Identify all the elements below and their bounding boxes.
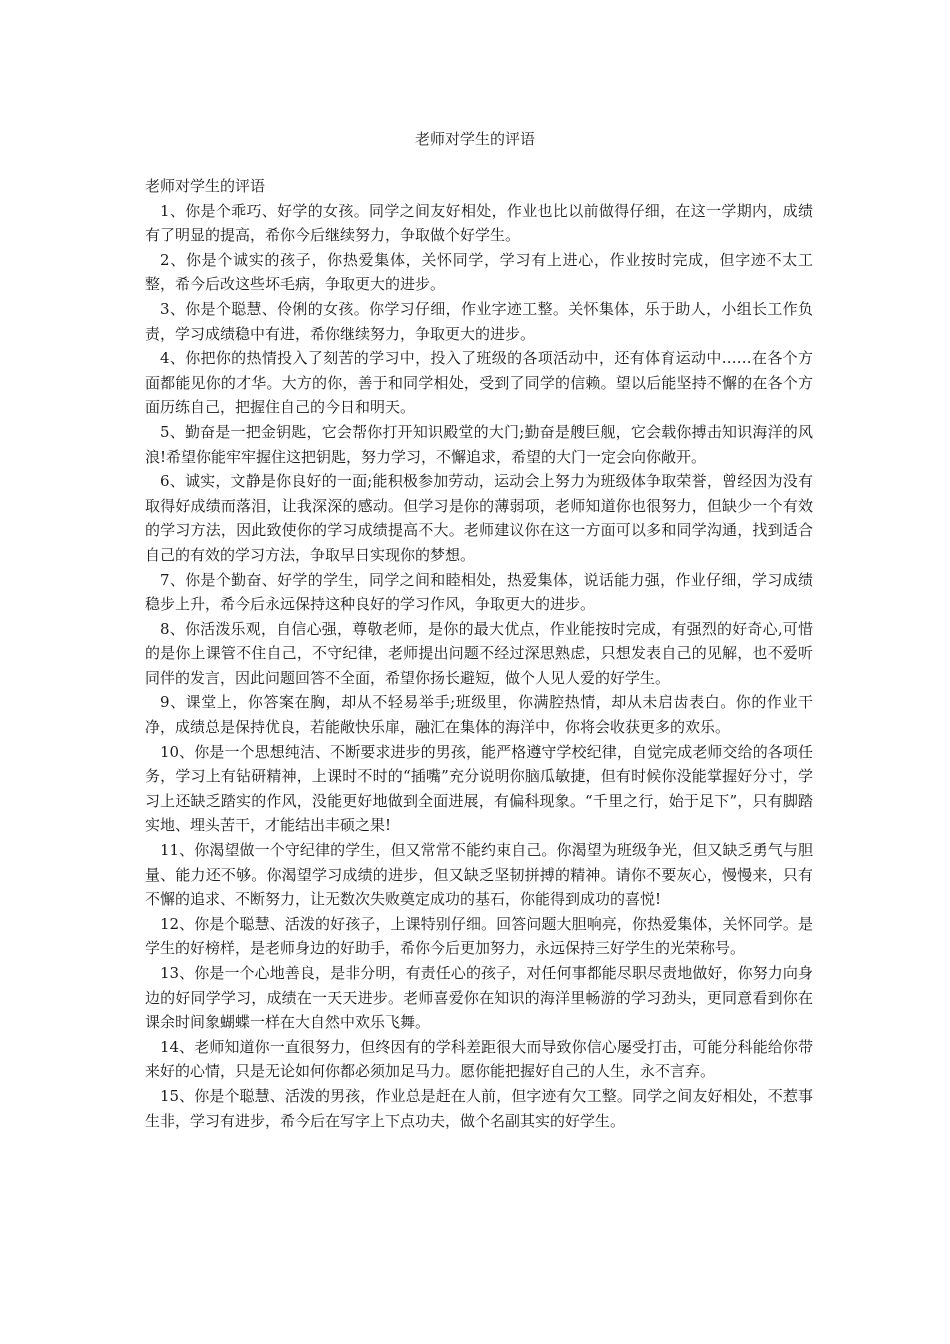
comment-number: 1、 bbox=[160, 201, 186, 220]
comment-item bbox=[145, 199, 813, 248]
comment-item bbox=[145, 617, 813, 691]
comment-number: 6、 bbox=[160, 472, 185, 491]
comment-item bbox=[145, 1084, 813, 1133]
comment-text: 你是个诚实的孩子，你热爱集体，关怀同学，学习有上进心，作业按时完成，但字迹不太工整，希今后改这些坏毛病，争取更大的进步。 bbox=[145, 250, 813, 294]
comment-number: 10、 bbox=[160, 742, 195, 761]
comment-text: 你是个勤奋、好学的学生，同学之间和睦相处，热爱集体，说话能力强，作业仔细，学习成绩稳步上升，希今后永远保持这种良好的学习作风，争取更大的进步。 bbox=[145, 570, 813, 614]
document-body bbox=[145, 174, 813, 1133]
comment-item bbox=[145, 297, 813, 346]
comment-item bbox=[145, 912, 813, 961]
comment-text: 你是个聪慧、活泼的好孩子，上课特别仔细。回答问题大胆响亮，你热爱集体，关怀同学。是学生的好榜样，是老师身边的好助手，希你今后更加努力，永远保持三好学生的光荣称号。 bbox=[145, 914, 813, 958]
comment-text: 你是个乖巧、好学的女孩。同学之间友好相处，作业也比以前做得仔细，在这一学期内，成绩有了明显的提高，希你今后继续努力，争取做个好学生。 bbox=[145, 201, 813, 245]
comment-text: 你是一个思想纯洁、不断要求进步的男孩，能严格遵守学校纪律，自觉完成老师交给的各项任务，学习上有钻研精神，上课时不时的“插嘴”充分说明你脑瓜敏捷，但有时候你没能掌握好分寸，学习上还缺乏踏实的作风，没能更好地做到全面进展，有偏科现象。“千里之行，始于足下”，只有脚踏实地、埋头苦干，才能结出丰硕之果! bbox=[145, 742, 813, 835]
comment-text: 你把你的热情投入了刻苦的学习中，投入了班级的各项活动中，还有体育运动中……在各个方面都能见你的才华。大方的你，善于和同学相处，受到了同学的信赖。望以后能坚持不懈的在各个方面历练自己，把握住自己的今日和明天。 bbox=[145, 349, 813, 417]
comment-item bbox=[145, 420, 813, 469]
comment-text: 你渴望做一个守纪律的学生，但又常常不能约束自己。你渴望为班级争光，但又缺乏勇气与胆量、能力还不够。你渴望学习成绩的进步，但又缺乏坚韧拼搏的精神。请你不要灰心，慢慢来，只有不懈的追求、不断努力，让无数次失败奠定成功的基石，你能得到成功的喜悦! bbox=[145, 841, 813, 909]
comment-item bbox=[145, 469, 813, 567]
comment-number: 9、 bbox=[160, 693, 186, 712]
comment-text: 你活泼乐观，自信心强，尊敬老师，是你的最大优点，作业能按时完成，有强烈的好奇心,可惜的是你上课管不住自己，不守纪律，老师提出问题不经过深思熟虑，只想发表自己的见解，也不爱听同伴的发言，因此问题回答不全面，希望你扬长避短，做个人见人爱的好学生。 bbox=[145, 619, 813, 687]
comment-number: 15、 bbox=[160, 1086, 195, 1105]
document-title: 老师对学生的评语 bbox=[414, 130, 535, 148]
comment-number: 7、 bbox=[160, 570, 186, 589]
comment-number: 3、 bbox=[160, 299, 186, 318]
comment-text: 课堂上，你答案在胸，却从不轻易举手;班级里，你满腔热情，却从未启齿表白。你的作业干净，成绩总是保持优良，若能敞快乐扉，融汇在集体的海洋中，你将会收获更多的欢乐。 bbox=[145, 693, 814, 737]
comment-text: 诚实，文静是你良好的一面;能积极参加劳动，运动会上努力为班级体争取荣誉，曾经因为没有取得好成绩而落泪，让我深深的感动。但学习是你的薄弱项，老师知道你也很努力，但缺少一个有效的学习方法，因此致使你的学习成绩提高不大。老师建议你在这一方面可以多和同学沟通，找到适合自己的有效的学习方法，争取早日实现你的梦想。 bbox=[145, 472, 813, 564]
comment-text: 你是个聪慧、伶俐的女孩。你学习仔细，作业字迹工整。关怀集体，乐于助人，小组长工作负责，学习成绩稳中有进，希你继续努力，争取更大的进步。 bbox=[145, 299, 813, 343]
comment-number: 2、 bbox=[160, 250, 186, 269]
comment-text: 你是一个心地善良，是非分明，有责任心的孩子，对任何事都能尽职尽责地做好，你努力向身边的好同学学习，成绩在一天天进步。老师喜爱你在知识的海洋里畅游的学习劲头，更同意看到你在课余时间象蝴蝶一样在大自然中欢乐飞舞。 bbox=[145, 964, 813, 1032]
comment-number: 14、 bbox=[160, 1037, 195, 1056]
comment-item bbox=[145, 568, 813, 617]
comment-item bbox=[145, 838, 813, 912]
comment-item bbox=[145, 961, 813, 1035]
comment-number: 4、 bbox=[160, 349, 186, 368]
comment-number: 12、 bbox=[160, 914, 195, 933]
comment-number: 5、 bbox=[160, 422, 185, 441]
comment-item bbox=[145, 690, 813, 739]
comment-number: 11、 bbox=[160, 841, 195, 860]
comment-item bbox=[145, 1035, 813, 1084]
comment-text: 老师知道你一直很努力，但终因有的学科差距很大而导致你信心屡受打击，可能分科能给你带来好的心情，只是无论如何你都必须加足马力。愿你能把握好自己的人生，永不言弃。 bbox=[145, 1037, 813, 1081]
comment-text: 勤奋是一把金钥匙，它会帮你打开知识殿堂的大门;勤奋是艘巨舰，它会载你搏击知识海洋的风浪!希望你能牢牢握住这把钥匙，努力学习，不懈追求，希望的大门一定会向你敞开。 bbox=[145, 422, 813, 466]
comment-number: 8、 bbox=[160, 619, 185, 638]
comment-number: 13、 bbox=[160, 964, 195, 982]
comment-item bbox=[145, 740, 813, 838]
comment-text: 你是个聪慧、活泼的男孩，作业总是赶在人前，但字迹有欠工整。同学之间友好相处，不惹事生非，学习有进步，希今后在写字上下点功夫，做个名副其实的好学生。 bbox=[145, 1086, 813, 1130]
comment-item bbox=[145, 346, 813, 420]
section-heading: 老师对学生的评语 bbox=[145, 177, 266, 195]
comment-item bbox=[145, 248, 813, 297]
